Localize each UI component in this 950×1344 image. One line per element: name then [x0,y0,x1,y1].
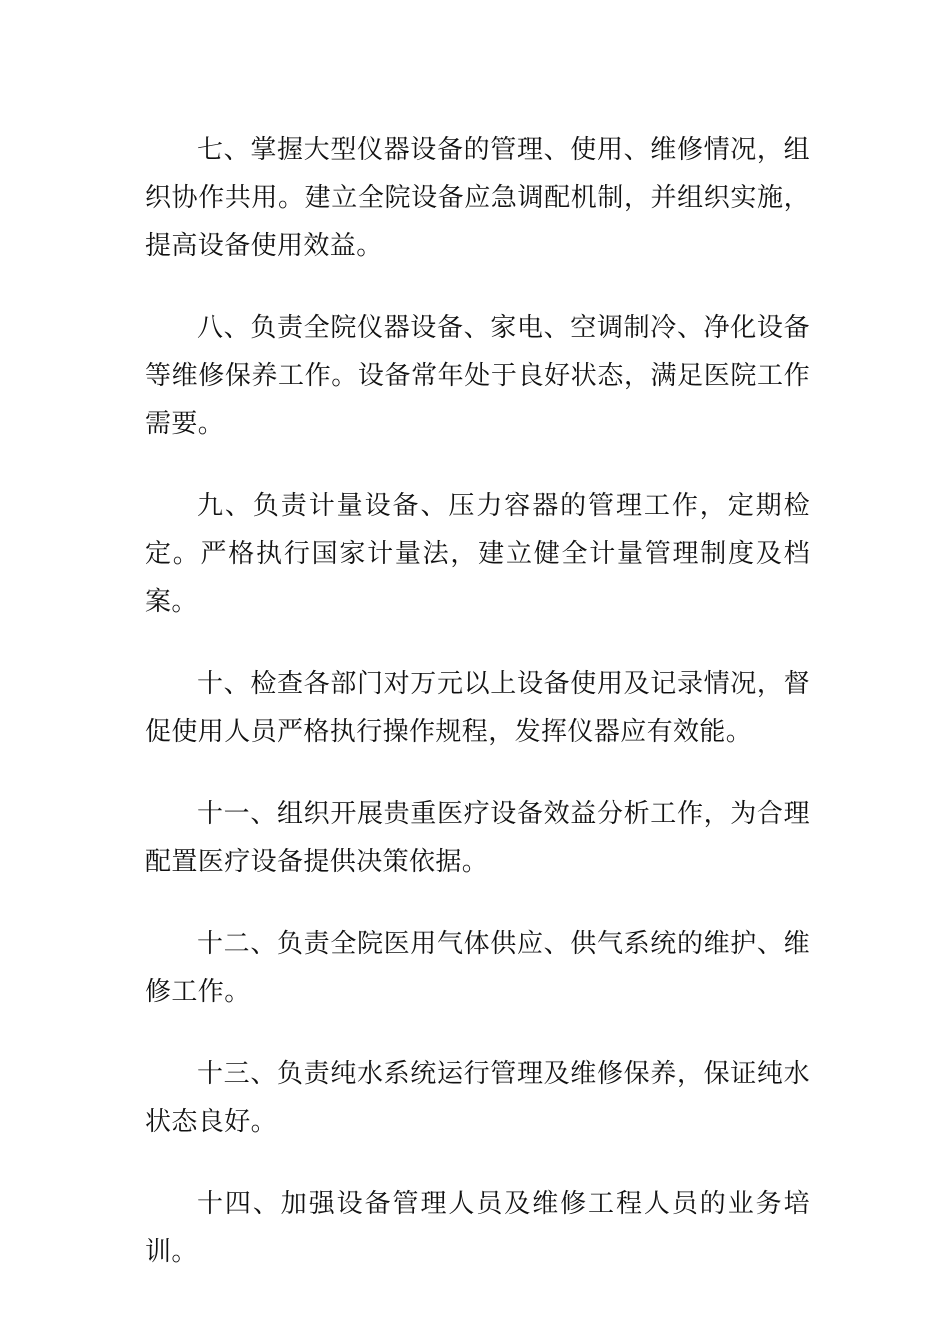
paragraph-item-13: 十三、负责纯水系统运行管理及维修保养，保证纯水状态良好。 [145,1059,810,1137]
paragraph-item-9: 九、负责计量设备、压力容器的管理工作，定期检定。严格执行国家计量法，建立健全计量管理制度及档案。 [145,491,810,617]
document-body [145,126,810,1276]
paragraph-item-12: 十二、负责全院医用气体供应、供气系统的维护、维修工作。 [145,929,810,1007]
paragraph-item-8: 八、负责全院仪器设备、家电、空调制冷、净化设备等维修保养工作。设备常年处于良好状态，满足医院工作需要。 [145,313,810,439]
paragraph-item-7: 七、掌握大型仪器设备的管理、使用、维修情况，组织协作共用。建立全院设备应急调配机制，并组织实施，提高设备使用效益。 [145,135,810,261]
paragraph-item-14: 十四、加强设备管理人员及维修工程人员的业务培训。 [145,1189,810,1267]
paragraph-item-10: 十、检查各部门对万元以上设备使用及记录情况，督促使用人员严格执行操作规程，发挥仪器应有效能。 [145,669,810,747]
paragraph-item-11: 十一、组织开展贵重医疗设备效益分析工作，为合理配置医疗设备提供决策依据。 [145,799,810,877]
